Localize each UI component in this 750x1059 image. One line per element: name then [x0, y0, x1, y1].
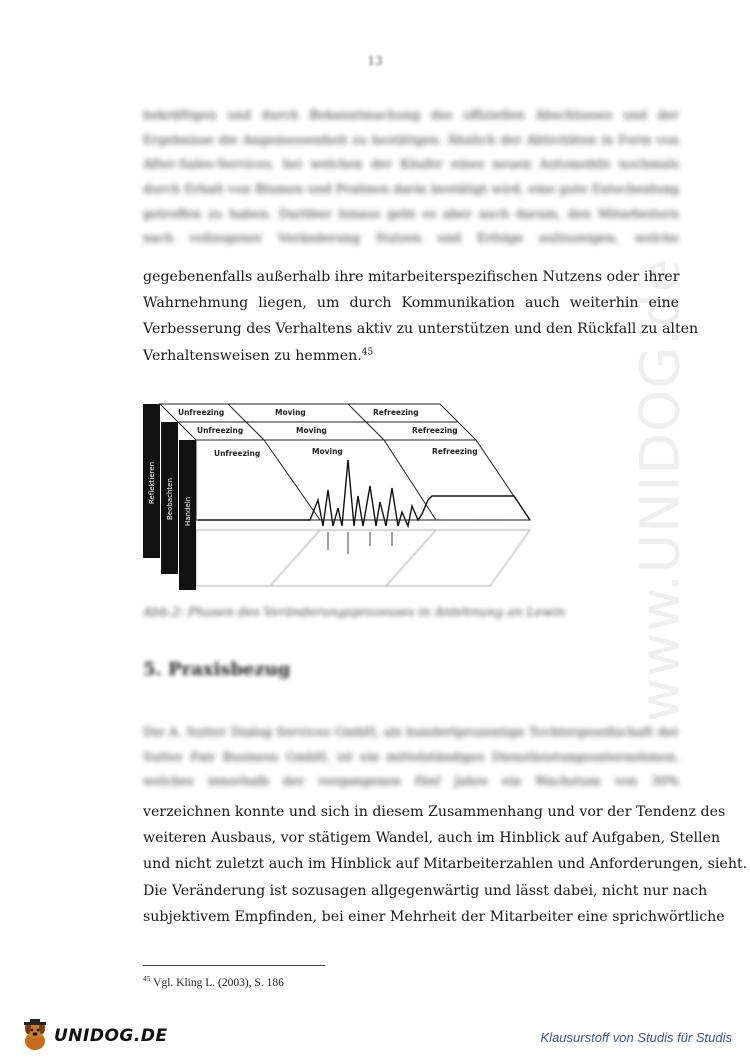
blurred-line: nach vollzogener Veränderung Nutzen und Erfolge aufzuzeigen, welche	[143, 230, 679, 246]
change-process-diagram	[140, 400, 540, 590]
footnote	[143, 974, 284, 989]
blurred-line: getroffen zu haben. Darüber hinaus geht es aber auch darum, den Mitarbeitern	[143, 205, 679, 221]
text-line: Wahrnehmung liegen, um durch Kommunikation auch weiterhin eine	[143, 295, 679, 312]
text-line-content: Verhaltensweisen zu hemmen.	[143, 347, 362, 364]
paragraph-2	[143, 799, 748, 930]
blurred-line: bekräftigen und durch Bekanntmachung des offiziellen Abschlusses und der	[143, 107, 679, 122]
phase-label: Unfreezing	[197, 426, 244, 435]
curve-reflection	[328, 532, 392, 554]
blurred-paragraph-section	[143, 720, 679, 794]
footnote-number: 45	[143, 974, 151, 983]
blurred-paragraph-top	[143, 103, 679, 251]
reflection	[196, 530, 530, 586]
figure-caption: Abb.2: Phasen des Veränderungsprozesses in Anlehnung an Lewin	[143, 604, 566, 619]
footnote-text: Vgl. Kling L. (2003), S. 186	[150, 976, 284, 989]
side-label: Handeln	[184, 496, 192, 526]
blurred-line: durch Erhalt von Blumen und Pralinen darin bestätigt wird, eine gute Entscheidung	[143, 181, 679, 197]
logo-text: UNIDOG.DE	[54, 1026, 168, 1046]
footer-tagline: Klausurstoff von Studis für Studis	[540, 1030, 732, 1045]
phase-label: Refreezing	[412, 426, 458, 435]
blurred-line: welches innerhalb der vergangenen fünf Jahre ein Wachstum von 30%	[143, 773, 679, 789]
text-line: Die Veränderung ist sozusagen allgegenwärtig und lässt dabei, nicht nur nach	[143, 882, 708, 899]
text-line: subjektivem Empfinden, bei einer Mehrheit der Mitarbeiter eine sprichwörtliche	[143, 908, 725, 925]
text-line	[143, 343, 679, 369]
text-line: und nicht zuletzt auch im Hinblick auf Mitarbeiterzahlen und Anforderungen, sieht.	[143, 856, 748, 873]
blurred-line: Die A. Sutter Dialog Services GmbH, als hundertprozentige Tochtergesellschaft der	[143, 724, 679, 739]
section-heading: 5. Praxisbezug	[143, 659, 291, 680]
blurred-line: After-Sales-Services, bei welchen der Käufer eines neuen Automobils nochmals	[143, 156, 679, 172]
unidog-logo[interactable]	[18, 1018, 168, 1054]
watermark-text: www.UNIDOG.de	[628, 257, 692, 723]
phase-label: Moving	[312, 447, 343, 456]
phase-label: Moving	[296, 426, 327, 435]
side-label: Beobachten	[166, 478, 174, 520]
phase-label: Unfreezing	[214, 449, 261, 458]
text-line: Verbesserung des Verhaltens aktiv zu unterstützen und den Rückfall zu alten	[143, 321, 699, 338]
phase-label: Unfreezing	[178, 408, 225, 417]
text-line: verzeichnen konnte und sich in diesem Zusammenhang und vor der Tendenz des	[143, 804, 726, 820]
text-line: gegebenenfalls außerhalb ihre mitarbeiterspezifischen Nutzens oder ihrer	[143, 269, 680, 285]
text-line: weiteren Ausbaus, vor stätigem Wandel, auch im Hinblick auf Aufgaben, Stellen	[143, 830, 721, 847]
blurred-line: Ergebnisse die Angemessenheit zu bestätigen. Ähnlich der Aktivitäten in Form von	[143, 131, 679, 147]
blurred-line: Sutter Fair Business GmbH, ist ein mittelständiges Dienstleistungsunternehmen,	[143, 748, 679, 764]
phase-label: Refreezing	[373, 408, 419, 417]
page-number: 13	[367, 54, 383, 68]
paragraph-1	[143, 264, 699, 369]
side-label: Reflektieren	[148, 461, 156, 504]
phase-label: Moving	[275, 408, 306, 417]
footnote-divider	[143, 965, 325, 966]
phase-label: Refreezing	[432, 447, 478, 456]
change-process-figure	[140, 400, 540, 590]
dog-mascot-icon	[18, 1019, 52, 1053]
footnote-reference[interactable]: 45	[361, 346, 374, 357]
